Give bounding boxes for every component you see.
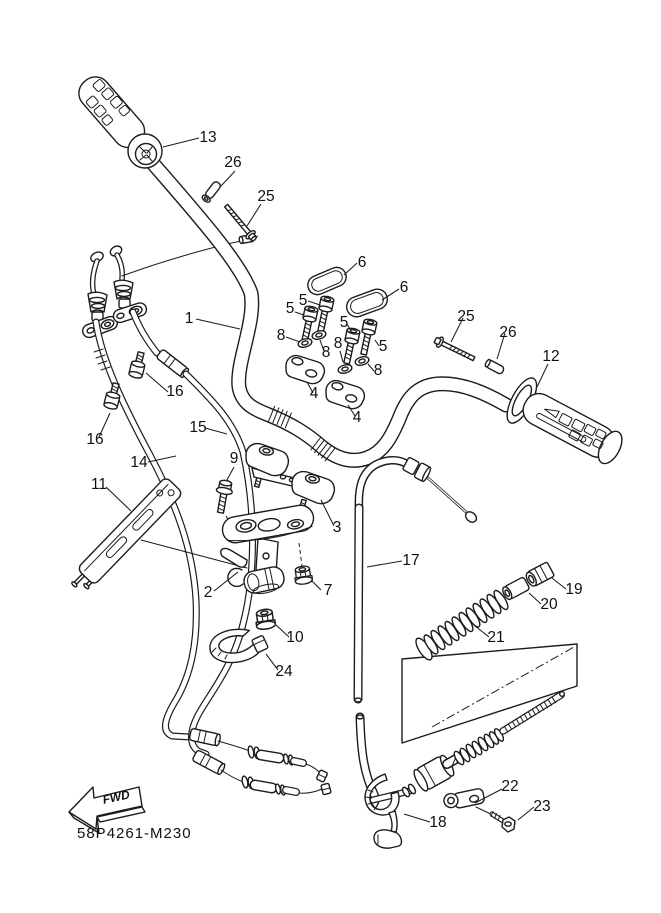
steering-stem-assembly — [141, 503, 316, 597]
cable-bracket — [443, 787, 485, 811]
callout-8-c: 8 — [333, 335, 343, 352]
cable-boot-coils — [452, 733, 495, 766]
cable-adjuster-19 — [524, 562, 554, 588]
callout-16-b: 16 — [86, 431, 104, 448]
washer — [337, 363, 353, 374]
callout-22: 22 — [501, 778, 519, 795]
callout-23: 23 — [533, 798, 551, 815]
callout-8-d: 8 — [373, 362, 383, 379]
grip-end-pin-left — [201, 180, 222, 204]
callout-25-left: 25 — [257, 188, 275, 205]
flange-nut-10 — [254, 608, 275, 630]
washer — [297, 337, 313, 348]
callout-15: 15 — [189, 419, 207, 436]
holder-bolt — [128, 351, 147, 379]
callout-17: 17 — [402, 552, 420, 569]
callout-26-right: 26 — [499, 324, 517, 341]
callout-5-c: 5 — [339, 314, 349, 331]
cable-14-lower-end — [189, 728, 328, 782]
callout-9: 9 — [229, 450, 239, 467]
callout-5-a: 5 — [298, 292, 308, 309]
callout-16-a: 16 — [166, 383, 184, 400]
callout-11: 11 — [90, 476, 108, 493]
cable-band-hook — [365, 774, 401, 848]
callout-8-b: 8 — [321, 344, 331, 361]
callout-6-a: 6 — [357, 254, 367, 271]
callout-19: 19 — [565, 581, 583, 598]
right-grip — [501, 374, 630, 474]
callout-20: 20 — [540, 596, 558, 613]
cable-end-fitting-right — [109, 244, 149, 324]
handle-clamp-upper — [326, 381, 364, 409]
grip-end-pin-right — [484, 359, 505, 375]
washer — [354, 355, 370, 366]
callout-24: 24 — [275, 663, 293, 680]
part-code: 58P4261-M230 — [77, 825, 192, 842]
washer — [311, 329, 327, 340]
callout-5-b: 5 — [285, 300, 295, 317]
cable-joint-20 — [501, 577, 530, 601]
callout-7: 7 — [323, 582, 333, 599]
flange-nut-7 — [293, 565, 312, 585]
handle-cap-right — [344, 286, 390, 319]
callout-26-left: 26 — [224, 154, 242, 171]
grip-end-screw-right — [433, 335, 476, 364]
mounting-plate — [67, 477, 183, 596]
callout-4-a: 4 — [309, 385, 319, 402]
callout-10: 10 — [286, 629, 304, 646]
callout-4-b: 4 — [352, 409, 362, 426]
callout-1: 1 — [184, 310, 194, 327]
callout-12: 12 — [542, 348, 560, 365]
handle-cap-left — [305, 264, 349, 297]
bracket-bolt — [491, 812, 515, 833]
callout-8-a: 8 — [276, 327, 286, 344]
callout-6-b: 6 — [399, 279, 409, 296]
clamp-bolt — [357, 318, 377, 356]
stem-clip-hook — [228, 568, 243, 586]
left-grip — [73, 71, 162, 168]
holder-bolt — [103, 382, 122, 410]
callout-2: 2 — [203, 584, 213, 601]
callout-5-d: 5 — [378, 338, 388, 355]
handle-clamp-upper — [286, 356, 324, 384]
callout-21: 21 — [487, 629, 505, 646]
callout-3: 3 — [332, 519, 342, 536]
flange-bolt — [213, 479, 234, 514]
fwd-label: FWD — [101, 787, 131, 807]
callout-25-right: 25 — [457, 308, 475, 325]
callout-14: 14 — [130, 454, 148, 471]
callout-18: 18 — [429, 814, 447, 831]
callout-13: 13 — [199, 129, 217, 146]
